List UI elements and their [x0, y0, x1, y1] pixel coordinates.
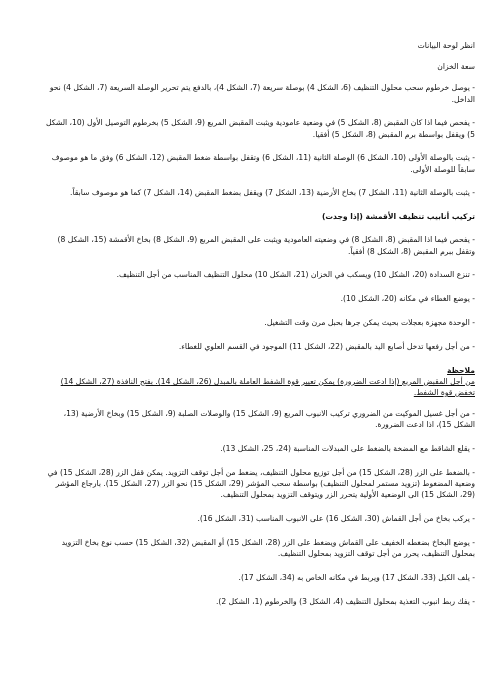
note-heading: ملاحظة [447, 365, 475, 375]
paragraph: - من أجل غسيل الموكيت من الضروري تركيب الانبوب المربع (9، الشكل 15) والوصلات الصلبة (9، الشكل 15) وبخاخ الأرضية (13، الشكل 15)، اذا ادعت الضرورة. [63, 409, 475, 430]
paragraph: - يوضع الغطاء في مكانه (20، الشكل 10). [340, 294, 475, 304]
paragraph: - تنزع السدادة (20، الشكل 10) ويسكب في الخزان (21، الشكل 10) محلول التنظيف المناسب من أجل التنظيف. [116, 270, 475, 280]
paragraph: - من أجل رفعها تدخل أصابع اليد بالمقبض (22، الشكل 11) الموجود في القسم العلوي للغطاء. [178, 341, 475, 351]
paragraph: - يثبت بالوصلة الثانية (11، الشكل 7) بخاخ الأرضية (13، الشكل 7) ويقفل بضغط المقبض (14، الشكل 7) كما هو موصوف سابقاً. [70, 188, 475, 198]
paragraph: - يثبت بالوصلة الأولى (10، الشكل 6) الوصلة الثانية (11، الشكل 6) وتقفل بواسطة ضغط المقبض (12، الشكل 6) وفق ما هو موصوف سابقاً للوصلة الأولى. [51, 153, 475, 174]
data-sheet-reference: انظر لوحة البيانات [417, 41, 475, 50]
paragraph: - يركب بخاخ من أجل القماش (30، الشكل 16) على الانبوب المناسب (31، الشكل 16). [197, 514, 475, 524]
paragraph: - يفحص فيما اذا المقبض (8، الشكل 8) في وضعيته العامودية ويثبت على المقبض المربع (9، الشكل 8) بخاخ الأقمشة (15، الشكل 8) وتقفل ببرم المقبض (8، الشكل 8) أفقياً. [57, 235, 475, 256]
paragraph: - يوصل خرطوم سحب محلول التنظيف (6، الشكل 4) بوصلة سريعة (7، الشكل 4)، بالدفع يتم تحرير الوصلة السريعة (7، الشكل 4) نحو الداخل. [49, 83, 475, 104]
paragraph: - يقلع الشاقط مع المضخة بالضغط على المبدلات المناسبة (24، 25، الشكل 13). [220, 444, 475, 454]
paragraph: - يفحص فيما اذا كان المقبض (8، الشكل 5) في وضعية عامودية ويثبت المقبض المربع (9، الشكل 5) بخرطوم التوصيل الأول (10، الشكل 5) ويقفل بواسطة برم المقبض (8، الشكل 5) أفقيا. [45, 118, 475, 139]
tank-capacity-heading: سعة الخزان [437, 62, 475, 72]
paragraph: - بالضغط على الزر (28، الشكل 15) من أجل توزيع محلول التنظيف، يضغط من أجل توقف التزويد. يمكن قفل الزر (28، الشكل 15) في وضعية المضغوط (تزويد مستمر لمحلول التنظيف) بواسطة سحب المؤشر (29، الشكل 15) نحو الزر (27، الشكل 15). بارجاع المؤشر (29، الشكل 15) الى الوضعية الأولية يتحرر الزر ويتوقف التزويد بمحلول التنظيف. [47, 468, 475, 500]
upholstery-tubes-heading: تركيب أنابيب تنظيف الأقمشة (إذا وجدت) [321, 212, 475, 222]
paragraph: - يفك ربط انبوب التغذية بمحلول التنظيف (4، الشكل 3) والخرطوم (1، الشكل 2). [215, 596, 475, 606]
paragraph: - يلف الكبل (33، الشكل 17) ويربط في مكانه الخاص به (34، الشكل 17). [238, 573, 475, 582]
paragraph: - يوضع البخاخ بضغطه الخفيف على القماش ويضغط على الزر (28، الشكل 15) أو المقبض (32، الشكل 15) حسب نوع بخاخ التزويد بمحلول التنظيف، يحرر من أجل توقف التزويد بمحلول التنظيف. [61, 538, 475, 559]
paragraph: - الوحدة مجهزة بعجلات بحيث يمكن جرها بحبل مرن وقت التشغيل. [264, 318, 475, 327]
note-text: من أجل المقبض المربع (إذا ادعت الضرورة) يمكن تعيير قوة الشفط العاملة بالمبدل (26، الشكل 14). بفتح النافذة (27، الشكل 14) تخفض قوة الشفط. [60, 376, 475, 397]
